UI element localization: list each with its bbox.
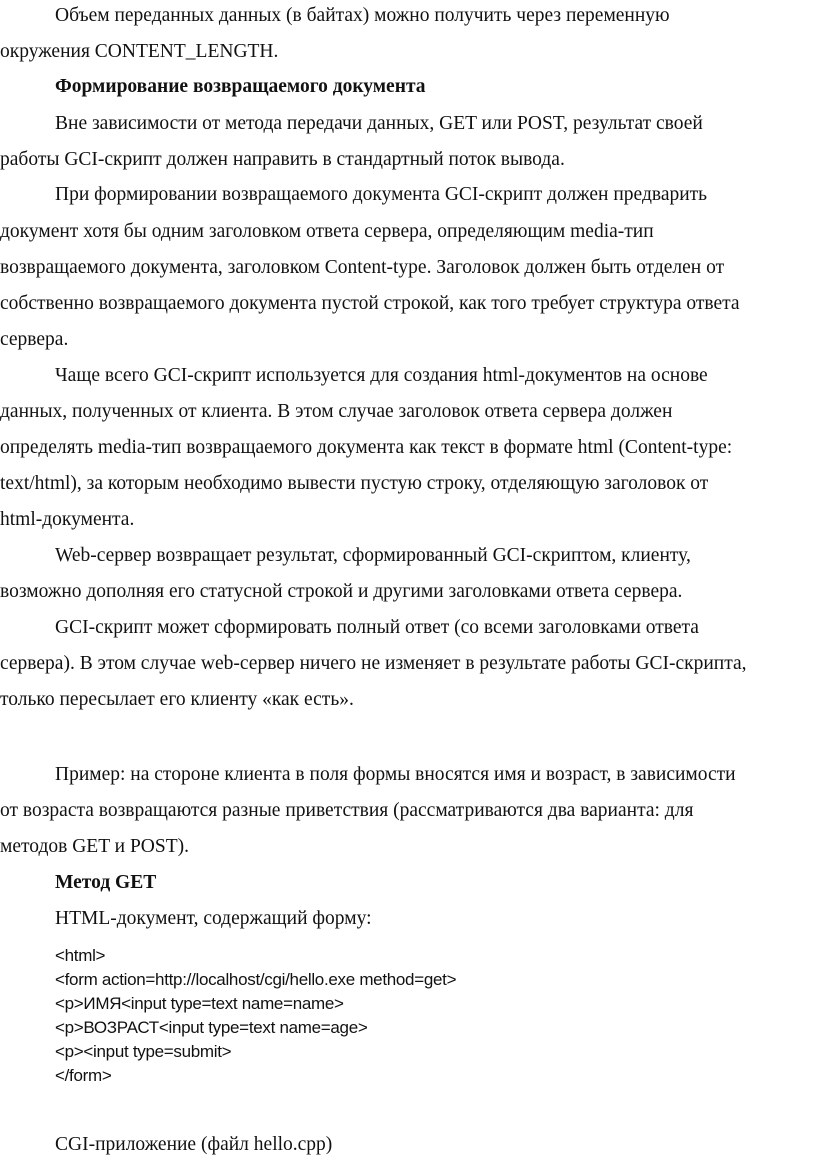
section-heading: Формирование возвращаемого документа [55, 76, 426, 97]
paragraph-line: сервера. [0, 329, 69, 350]
paragraph-line: данных, полученных от клиента. В этом случае заголовок ответа сервера должен [0, 401, 673, 422]
paragraph-line: Пример: на стороне клиента в поля формы вносятся имя и возраст, в зависимости [55, 764, 736, 785]
paragraph-line: методов GET и POST). [0, 836, 189, 857]
code-line: <form action=http://localhost/cgi/hello.exe method=get> [55, 970, 457, 989]
paragraph-line: работы GCI-скрипт должен направить в стандартный поток вывода. [0, 149, 565, 170]
code-line: <p><input type=submit> [55, 1042, 232, 1061]
paragraph-line: Объем переданных данных (в байтах) можно получить через переменную [55, 5, 670, 26]
paragraph-line: CGI-приложение (файл hello.cpp) [55, 1134, 333, 1155]
paragraph-line: GCI-скрипт может сформировать полный ответ (со всеми заголовками ответа [55, 617, 699, 638]
code-line: <html> [55, 946, 106, 965]
paragraph-line: определять media-тип возвращаемого документа как текст в формате html (Content-type: [0, 437, 733, 458]
paragraph-line: возможно дополняя его статусной строкой и другими заголовками ответа сервера. [0, 581, 683, 602]
paragraph-line: только пересылает его клиенту «как есть». [0, 689, 354, 710]
paragraph-line: Чаще всего GCI-скрипт используется для создания html-документов на основе [55, 365, 708, 386]
paragraph-line: окружения CONTENT_LENGTH. [0, 41, 279, 62]
paragraph-line: возвращаемого документа, заголовком Content-type. Заголовок должен быть отделен от [0, 257, 725, 278]
paragraph-line: HTML-документ, содержащий форму: [55, 908, 372, 929]
paragraph-line: html-документа. [0, 509, 135, 530]
paragraph-line: Вне зависимости от метода передачи данных, GET или POST, результат своей [55, 113, 703, 134]
code-line: <p>ВОЗРАСТ<input type=text name=age> [55, 1018, 368, 1037]
paragraph-line: При формировании возвращаемого документа GCI-скрипт должен предварить [55, 184, 708, 205]
code-line: </form> [55, 1066, 112, 1085]
paragraph-line: Web-сервер возвращает результат, сформированный GCI-скриптом, клиенту, [55, 545, 691, 566]
paragraph-line: собственно возвращаемого документа пустой строкой, как того требует структура ответа [0, 293, 740, 314]
paragraph-line: text/html), за которым необходимо вывести пустую строку, отделяющую заголовок от [0, 473, 709, 494]
code-line: <p>ИМЯ<input type=text name=name> [55, 994, 344, 1013]
paragraph-line: документ хотя бы одним заголовком ответа сервера, определяющим media-тип [0, 221, 654, 242]
paragraph-line: сервера). В этом случае web-сервер ничего не изменяет в результате работы GCI-скрипта, [0, 653, 747, 674]
paragraph-line: от возраста возвращаются разные приветствия (рассматриваются два варианта: для [0, 800, 694, 821]
section-heading: Метод GET [55, 872, 157, 893]
